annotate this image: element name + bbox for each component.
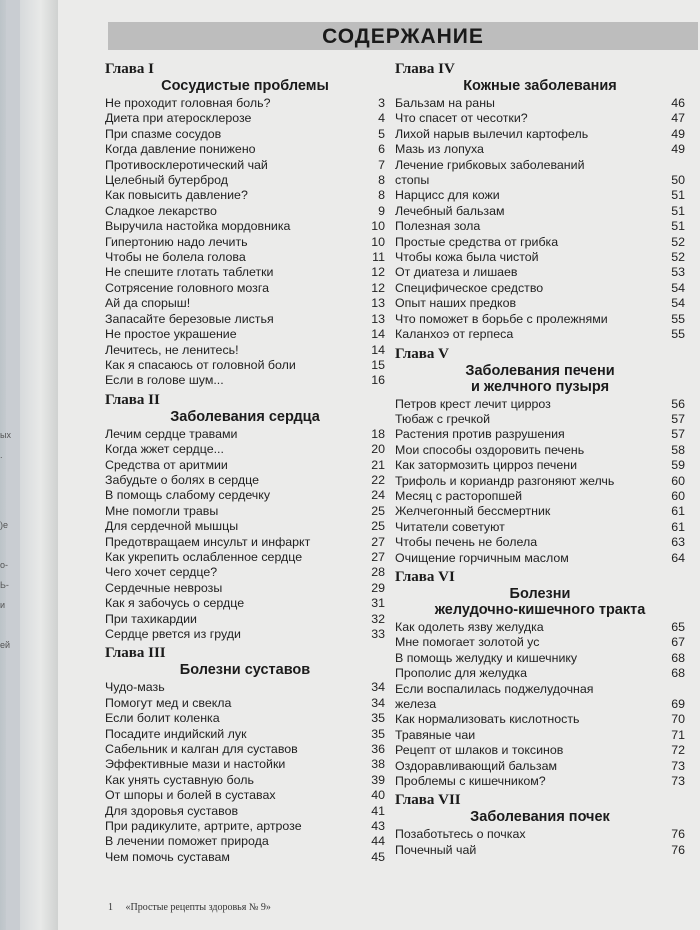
toc-entry-title: Рецепт от шлаков и токсинов <box>395 743 564 758</box>
toc-entry-page: 57 <box>671 427 685 442</box>
toc-entry <box>395 743 685 758</box>
toc-entry-title: Лечение грибковых заболеваний <box>395 157 585 172</box>
toc-entry <box>105 173 385 188</box>
toc-entry-page: 5 <box>378 126 385 141</box>
toc-entry-page: 57 <box>671 411 685 426</box>
toc-entry-title: Нарцисс для кожи <box>395 188 500 203</box>
toc-entry <box>105 281 385 296</box>
toc-entry-page: 44 <box>371 834 385 849</box>
toc-entry-page: 73 <box>671 774 685 789</box>
toc-entry-page: 52 <box>671 234 685 249</box>
toc-entry-page: 20 <box>371 442 385 457</box>
page-footer <box>108 902 271 913</box>
toc-entry-title: Как затормозить цирроз печени <box>395 458 578 473</box>
toc-entry-title: Не спешите глотать таблетки <box>105 265 274 280</box>
toc-entry-page: 60 <box>671 473 685 488</box>
toc-entry <box>395 111 685 126</box>
toc-entry-page: 67 <box>671 635 685 650</box>
toc-entry-page: 51 <box>671 203 685 218</box>
chapter-label: Глава IV <box>395 61 455 77</box>
toc-entry-page: 54 <box>671 296 685 311</box>
toc-entry-title: Мне помогли травы <box>105 503 219 518</box>
toc-entry <box>395 712 685 727</box>
toc-entry <box>395 427 685 442</box>
toc-entry-title: Месяц с расторопшей <box>395 488 523 503</box>
toc-entry <box>105 550 385 565</box>
toc-entry-title: Желчегонный бессмертник <box>395 504 551 519</box>
spine-fragment: и <box>0 600 6 610</box>
toc-entry-title: При спазме сосудов <box>105 126 222 141</box>
toc-entry <box>395 281 685 296</box>
toc-entry-title: Сердечные неврозы <box>105 580 223 595</box>
toc-entry-title: Целебный бутерброд <box>105 173 229 188</box>
toc-entry-page: 76 <box>671 827 685 842</box>
toc-entry-page: 12 <box>371 265 385 280</box>
toc-entry <box>105 265 385 280</box>
toc-entry <box>395 312 685 327</box>
toc-entry-title: Лечебный бальзам <box>395 203 505 218</box>
toc-entry <box>105 850 385 865</box>
toc-entry <box>105 627 385 642</box>
toc-entry <box>395 620 685 635</box>
toc-entry-title: Как повысить давление? <box>105 188 248 203</box>
toc-entry-page: 49 <box>671 126 685 141</box>
toc-entry <box>395 327 685 342</box>
contents-column-right <box>395 58 685 858</box>
toc-entry <box>395 204 685 219</box>
chapter-title: Заболевания печени и желчного пузыря <box>465 362 615 395</box>
toc-entry-title: Полезная зола <box>395 219 481 234</box>
toc-entry-title: От шпоры и болей в суставах <box>105 788 276 803</box>
toc-entry <box>105 488 385 503</box>
toc-entry-title: Предотвращаем инсульт и инфаркт <box>105 534 311 549</box>
toc-entry <box>105 834 385 849</box>
toc-entry <box>395 728 685 743</box>
toc-entry-page: 68 <box>671 666 685 681</box>
toc-entry-title: железа <box>395 697 437 711</box>
toc-entry <box>105 373 385 388</box>
toc-entry-title: Для здоровья суставов <box>105 803 239 818</box>
spine-fragment: ей <box>0 640 11 650</box>
toc-entry-page: 70 <box>671 712 685 727</box>
toc-entry <box>105 235 385 250</box>
toc-entry-page: 65 <box>671 619 685 634</box>
toc-entry <box>105 473 385 488</box>
toc-entry <box>395 504 685 519</box>
toc-entry <box>395 142 685 157</box>
toc-entry-title: Лихой нарыв вылечил картофель <box>395 126 589 141</box>
toc-entry <box>395 651 685 666</box>
toc-entry-page: 18 <box>371 426 385 441</box>
toc-entry-title: Мазь из лопуха <box>395 142 484 157</box>
toc-entry <box>395 412 685 427</box>
toc-entry-page: 29 <box>371 580 385 595</box>
toc-entry <box>395 535 685 550</box>
toc-entry-page: 13 <box>371 296 385 311</box>
toc-entry-page: 36 <box>371 742 385 757</box>
toc-entry <box>395 96 685 111</box>
toc-entry-title: Выручила настойка мордовника <box>105 219 291 234</box>
toc-entry-title: Читатели советуют <box>395 519 505 534</box>
toc-entry-title: Как я спасаюсь от головной боли <box>105 357 296 372</box>
toc-entry-page: 56 <box>671 396 685 411</box>
contents-page <box>58 0 700 930</box>
toc-entry <box>395 843 685 858</box>
toc-entry-page: 55 <box>671 327 685 342</box>
toc-entry-page: 28 <box>371 565 385 580</box>
contents-column-left <box>105 58 385 865</box>
toc-entry-title: Средства от аритмии <box>105 457 228 472</box>
toc-entry-page: 60 <box>671 488 685 503</box>
toc-entry <box>395 443 685 458</box>
toc-entry-title: Опыт наших предков <box>395 296 517 311</box>
spine-fragment: . <box>0 450 3 460</box>
toc-entry-page: 51 <box>671 188 685 203</box>
toc-entry-title: Бальзам на раны <box>395 96 495 110</box>
toc-entry <box>105 596 385 611</box>
toc-entry <box>395 397 685 412</box>
toc-entry <box>395 827 685 842</box>
toc-entry-title: Чего хочет сердце? <box>105 565 218 580</box>
toc-entry-title: Как нормализовать кислотность <box>395 712 580 727</box>
toc-entry <box>105 773 385 788</box>
toc-entry-page: 15 <box>371 357 385 372</box>
toc-entry-page: 21 <box>371 457 385 472</box>
toc-entry-title: Чтобы кожа была чистой <box>395 250 539 265</box>
toc-entry-page: 43 <box>371 819 385 834</box>
toc-entry-title: Что спасет от чесотки? <box>395 111 528 126</box>
toc-entry-title: Тюбаж с гречкой <box>395 411 491 426</box>
chapter-title: Болезни желудочно-кишечного тракта <box>434 585 646 618</box>
toc-entry-title: Проблемы с кишечником? <box>395 774 546 789</box>
toc-entry-title: Сладкое лекарство <box>105 203 217 218</box>
toc-entry <box>105 219 385 234</box>
toc-entry-page: 10 <box>371 219 385 234</box>
toc-entry-title: Когда давление понижено <box>105 142 256 157</box>
footer-magazine-title: «Простые рецепты здоровья № 9» <box>125 902 271 913</box>
toc-entry-page: 3 <box>378 96 385 110</box>
chapter-label: Глава VI <box>395 568 455 585</box>
toc-entry-page: 40 <box>371 788 385 803</box>
toc-entry <box>395 188 685 203</box>
toc-entry-page: 53 <box>671 265 685 280</box>
toc-entry-title: Чем помочь суставам <box>105 849 230 864</box>
toc-entry-page: 52 <box>671 250 685 265</box>
toc-entry <box>105 296 385 311</box>
toc-entry-title: Гипертонию надо лечить <box>105 234 248 249</box>
toc-entry <box>395 127 685 142</box>
toc-entry-page: 9 <box>378 203 385 218</box>
toc-entry <box>105 742 385 757</box>
toc-entry <box>105 204 385 219</box>
magazine-spine <box>0 0 58 930</box>
toc-entry-page: 72 <box>671 743 685 758</box>
toc-entry-title: Противосклеротический чай <box>105 157 268 172</box>
toc-entry-page: 27 <box>371 549 385 564</box>
toc-entry <box>105 312 385 327</box>
toc-entry-page: 76 <box>671 842 685 857</box>
toc-entry-title: Лечитесь, не ленитесь! <box>105 342 239 357</box>
toc-entry <box>395 697 685 712</box>
toc-entry-page: 41 <box>371 803 385 818</box>
toc-entry-page: 63 <box>671 535 685 550</box>
toc-entry-page: 47 <box>671 111 685 126</box>
toc-entry-title: Как унять суставную боль <box>105 772 254 787</box>
toc-entry <box>395 520 685 535</box>
toc-entry <box>395 458 685 473</box>
toc-entry-page: 24 <box>371 488 385 503</box>
chapter-title: Заболевания почек <box>470 809 610 826</box>
toc-entry-title: Каланхоэ от герпеса <box>395 327 514 342</box>
toc-entry <box>105 711 385 726</box>
toc-entry <box>105 458 385 473</box>
toc-entry-title: Очищение горчичным маслом <box>395 550 569 565</box>
toc-entry-title: Растения против разрушения <box>395 427 565 442</box>
toc-entry-page: 50 <box>671 173 685 188</box>
chapter-label: Глава VII <box>395 792 461 809</box>
toc-entry <box>105 727 385 742</box>
toc-entry <box>395 551 685 566</box>
chapter-label: Глава I <box>105 61 154 77</box>
toc-entry-title: При тахикардии <box>105 611 197 626</box>
spine-fragment: о- <box>0 560 9 570</box>
toc-entry-title: Чтобы не болела голова <box>105 250 246 265</box>
toc-entry <box>395 474 685 489</box>
toc-entry-page: 34 <box>371 680 385 695</box>
toc-entry-title: При радикулите, артрите, артрозе <box>105 819 302 834</box>
toc-entry-title: Эффективные мази и настойки <box>105 757 286 772</box>
toc-entry-title: Диета при атеросклерозе <box>105 111 252 126</box>
toc-entry-page: 71 <box>671 727 685 742</box>
toc-entry-title: Запасайте березовые листья <box>105 311 274 326</box>
toc-entry <box>395 173 685 188</box>
spine-fragment: Ь- <box>0 580 9 590</box>
toc-entry <box>105 442 385 457</box>
toc-entry <box>105 581 385 596</box>
toc-entry <box>105 535 385 550</box>
toc-entry-page: 31 <box>371 596 385 611</box>
toc-entry-page: 14 <box>371 342 385 357</box>
toc-entry-page: 49 <box>671 142 685 157</box>
toc-entry-title: Помогут мед и свекла <box>105 695 232 710</box>
toc-entry <box>105 804 385 819</box>
toc-entry <box>395 296 685 311</box>
toc-entry-title: Посадите индийский лук <box>105 726 247 741</box>
toc-entry <box>105 327 385 342</box>
toc-entry-title: Мои способы оздоровить печень <box>395 442 585 457</box>
toc-entry-page: 46 <box>671 96 685 110</box>
toc-entry-page: 25 <box>371 519 385 534</box>
toc-entry <box>105 158 385 173</box>
toc-entry-page: 8 <box>378 188 385 203</box>
chapter-label: Глава V <box>395 345 449 362</box>
toc-entry <box>395 774 685 789</box>
toc-entry-title: стопы <box>395 173 430 188</box>
toc-entry-title: Травяные чаи <box>395 727 476 742</box>
toc-entry <box>105 343 385 358</box>
toc-entry-page: 22 <box>371 472 385 487</box>
toc-entry <box>105 612 385 627</box>
toc-entry-title: Что поможет в борьбе с пролежнями <box>395 311 608 326</box>
toc-entry-title: Не простое украшение <box>105 327 237 342</box>
toc-entry <box>105 757 385 772</box>
toc-entry-page: 11 <box>372 250 385 265</box>
toc-entry-title: Сабельник и калган для суставов <box>105 742 298 757</box>
toc-entry <box>105 142 385 157</box>
toc-entry <box>105 504 385 519</box>
toc-entry-title: В помощь желудку и кишечнику <box>395 650 578 665</box>
toc-entry-page: 61 <box>671 504 685 519</box>
toc-entry-page: 10 <box>371 234 385 249</box>
toc-entry-title: Позаботьтесь о почках <box>395 827 526 842</box>
chapter-title: Заболевания сердца <box>170 408 320 425</box>
toc-entry-page: 32 <box>371 611 385 626</box>
toc-entry-page: 33 <box>371 627 385 641</box>
spine-fragment: )е <box>0 520 9 530</box>
toc-entry-title: Если воспалилась поджелудочная <box>395 681 594 696</box>
toc-entry-title: Если в голове шум... <box>105 373 224 388</box>
toc-entry-title: Как я забочусь о сердце <box>105 596 245 611</box>
toc-entry <box>105 96 385 111</box>
toc-entry-title: Ай да спорыш! <box>105 296 191 311</box>
toc-entry-page: 59 <box>671 458 685 473</box>
toc-entry-title: Оздоравливающий бальзам <box>395 758 557 773</box>
toc-entry-title: Чудо-мазь <box>105 680 165 695</box>
toc-entry-title: В помощь слабому сердечку <box>105 488 271 503</box>
toc-entry <box>105 819 385 834</box>
chapter-title: Болезни суставов <box>179 662 311 679</box>
toc-entry-page: 73 <box>671 758 685 773</box>
toc-entry <box>105 111 385 126</box>
toc-entry-page: 68 <box>671 650 685 665</box>
toc-entry <box>395 219 685 234</box>
toc-entry <box>395 759 685 774</box>
toc-entry-page: 54 <box>671 280 685 295</box>
footer-page-number: 1 <box>108 902 113 913</box>
toc-entry-page: 64 <box>671 550 685 565</box>
toc-entry <box>105 565 385 580</box>
toc-entry <box>105 188 385 203</box>
toc-entry <box>105 127 385 142</box>
spine-fragment: ых <box>0 430 11 440</box>
toc-entry-page: 55 <box>671 311 685 326</box>
toc-entry <box>395 666 685 681</box>
page-title: СОДЕРЖАНИЕ <box>322 25 484 48</box>
toc-entry <box>105 696 385 711</box>
toc-entry-page: 34 <box>371 695 385 710</box>
toc-entry-title: Как одолеть язву желудка <box>395 619 544 634</box>
toc-entry <box>395 635 685 650</box>
header-banner <box>108 22 698 50</box>
toc-entry-page: 58 <box>671 442 685 457</box>
toc-entry <box>105 427 385 442</box>
toc-entry-page: 38 <box>371 757 385 772</box>
toc-entry-page: 25 <box>371 503 385 518</box>
chapter-label: Глава II <box>105 391 160 408</box>
chapter-label: Глава III <box>105 645 166 662</box>
toc-entry-title: Если болит коленка <box>105 711 220 726</box>
toc-entry-title: От диатеза и лишаев <box>395 265 518 280</box>
toc-entry-page: 13 <box>371 311 385 326</box>
toc-entry-page: 45 <box>371 849 385 864</box>
toc-entry <box>395 158 685 173</box>
toc-entry <box>105 788 385 803</box>
toc-entry-page: 51 <box>671 219 685 234</box>
chapter-title: Сосудистые проблемы <box>161 78 329 94</box>
toc-entry-page: 6 <box>378 142 385 157</box>
toc-entry-title: Петров крест лечит цирроз <box>395 396 551 411</box>
toc-entry-title: Трифоль и кориандр разгоняют желчь <box>395 473 615 488</box>
toc-entry <box>395 682 685 697</box>
toc-entry-title: Как укрепить ослабленное сердце <box>105 549 303 564</box>
toc-entry-page: 69 <box>671 697 685 711</box>
toc-entry-title: Прополис для желудка <box>395 666 528 681</box>
toc-entry-title: Забудьте о болях в сердце <box>105 472 259 487</box>
toc-entry-page: 12 <box>371 280 385 295</box>
toc-entry-page: 61 <box>671 519 685 534</box>
toc-entry-page: 39 <box>371 772 385 787</box>
toc-entry-page: 14 <box>371 327 385 342</box>
toc-entry <box>105 358 385 373</box>
toc-entry-page: 4 <box>378 111 385 126</box>
toc-entry <box>395 489 685 504</box>
toc-entry-title: В лечении поможет природа <box>105 834 269 849</box>
chapter-title: Кожные заболевания <box>463 78 617 94</box>
toc-entry-page: 35 <box>371 726 385 741</box>
toc-entry-page: 35 <box>371 711 385 726</box>
toc-entry-page: 16 <box>371 373 385 388</box>
toc-entry-title: Мне помогает золотой ус <box>395 635 540 650</box>
toc-entry-page: 27 <box>371 534 385 549</box>
toc-entry <box>105 519 385 534</box>
spine-strip <box>6 0 20 930</box>
toc-entry <box>395 250 685 265</box>
toc-entry <box>395 265 685 280</box>
toc-entry-title: Чтобы печень не болела <box>395 535 538 550</box>
toc-entry <box>395 235 685 250</box>
toc-entry-page: 7 <box>378 157 385 172</box>
toc-entry-title: Простые средства от грибка <box>395 234 559 249</box>
toc-entry-page: 8 <box>378 173 385 188</box>
toc-entry-title: Не проходит головная боль? <box>105 96 271 110</box>
toc-entry-title: Специфическое средство <box>395 280 544 295</box>
toc-entry-title: Для сердечной мышцы <box>105 519 239 534</box>
toc-entry <box>105 680 385 695</box>
toc-entry-title: Сердце рвется из груди <box>105 627 241 641</box>
toc-entry-title: Почечный чай <box>395 842 477 857</box>
toc-entry-title: Сотрясение головного мозга <box>105 280 269 295</box>
toc-entry-title: Лечим сердце травами <box>105 426 238 441</box>
toc-entry <box>105 250 385 265</box>
toc-entry-title: Когда жжет сердце... <box>105 442 224 457</box>
